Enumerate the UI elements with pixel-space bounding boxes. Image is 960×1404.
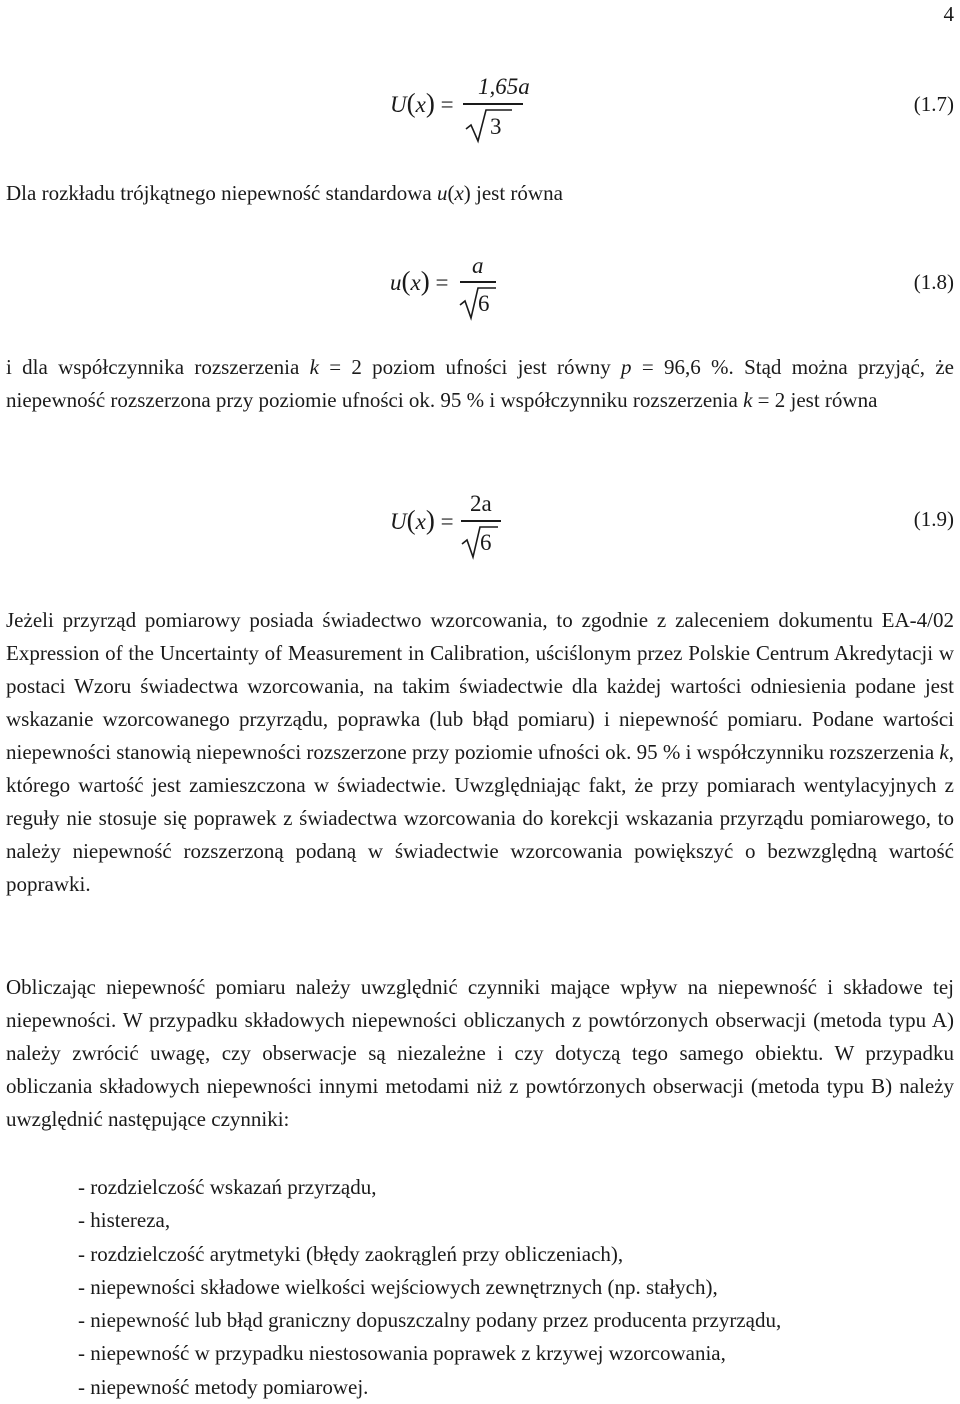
paragraph-coverage-factor: i dla współczynnika rozszerzenia k = 2 poziom ufności jest równy p = 96,6 %. Stąd można przyjąć, że niepewność rozszerzona przy poziomie ufności ok. 95 % i współczynniku rozszerzenia k = 2 jest równa <box>6 355 954 412</box>
paragraph-uncertainty-factors: Obliczając niepewność pomiaru należy uwzględnić czynniki mające wpływ na niepewność i składowe tej niepewności. W przypadku składowych niepewności obliczanych z powtórzonych obserwacji (metoda typu A) należy zwrócić uwagę, czy obserwacje są niezależne i czy dotyczą tego samego obiektu. W przypadku obliczania składowych niepewności innymi metodami niż z powtórzonych obserwacji (metoda typu B) należy uwzględnić następujące czynniki: <box>6 975 954 1131</box>
list-item: - niepewności składowe wielkości wejściowych zewnętrznych (np. stałych), <box>78 1274 718 1299</box>
equation-numerator: a <box>472 253 484 278</box>
equation-radicand: 6 <box>478 291 490 316</box>
equation-number: (1.7) <box>913 92 954 116</box>
equation-lhs-func: u <box>390 270 402 295</box>
list-item: - niepewność lub błąd graniczny dopuszczalny podany przez producenta przyrządu, <box>78 1308 782 1333</box>
equation-number: (1.9) <box>913 507 954 531</box>
equation-lhs-arg: x <box>415 509 426 534</box>
factors-list <box>78 1171 781 1404</box>
page-number: 4 <box>943 2 954 26</box>
square-root-sign <box>464 107 514 145</box>
equation-numerator: 1,65a <box>478 74 530 99</box>
equation-1-7: U(x) = 1,65a 3 (1.7) <box>0 0 960 150</box>
equation-radicand: 6 <box>480 530 492 555</box>
paragraph-triangular-distribution: Dla rozkładu trójkątnego niepewność standardowa u(x) jest równa <box>6 181 563 205</box>
equation-lhs-func: U <box>390 509 407 534</box>
list-item: - rozdzielczość arytmetyki (błędy zaokrągleń przy obliczeniach), <box>78 1241 624 1266</box>
equation-lhs-arg: x <box>410 270 421 295</box>
fraction-bar <box>461 520 501 522</box>
paragraph-calibration-certificate: Jeżeli przyrząd pomiarowy posiada świadectwo wzorcowania, to zgodnie z zaleceniem dokumentu EA-4/02 Expression of the Uncertainty of Measurement in Calibration, uściślonym przez Polskie Centrum Akredytacji w postaci Wzoru świadectwa wzorcowania, na takim świadectwie dla każdej wartości odniesienia podane jest wskazanie wzorcowanego przyrządu, poprawka (lub błąd pomiaru) i niepewność pomiaru. Podane wartości niepewności stanowią niepewności rozszerzone przy poziomie ufności ok. 95 % i współczynniku rozszerzenia k, którego wartość jest zamieszczona w świadectwie. Uwzględniając fakt, że przy pomiarach wentylacyjnych z reguły nie stosuje się poprawek z świadectwa wzorcowania do korekcji wskazania przyrządu pomiarowego, to należy niepewność rozszerzoną podaną w świadectwie wzorcowania powiększyć o bezwzględną wartość poprawki. <box>6 608 954 896</box>
list-item: - rozdzielczość wskazań przyrządu, <box>78 1175 377 1199</box>
equation-lhs-arg: x <box>415 92 426 117</box>
fraction-bar <box>460 281 496 283</box>
equation-numerator: 2a <box>470 491 492 516</box>
list-item: - histereza, <box>78 1208 171 1233</box>
list-item: - niepewność w przypadku niestosowania poprawek z krzywej wzorcowania, <box>78 1341 726 1366</box>
fraction-bar <box>463 103 523 105</box>
list-item: - niepewność metody pomiarowej. <box>78 1374 369 1399</box>
equation-lhs-func: U <box>390 92 407 117</box>
equation-1-9: U(x) = 2a 6 (1.9) <box>0 480 960 580</box>
equation-radicand: 3 <box>490 114 502 139</box>
equation-1-8: u(x) = a 6 (1.8) <box>0 230 960 330</box>
equation-number: (1.8) <box>913 270 954 294</box>
